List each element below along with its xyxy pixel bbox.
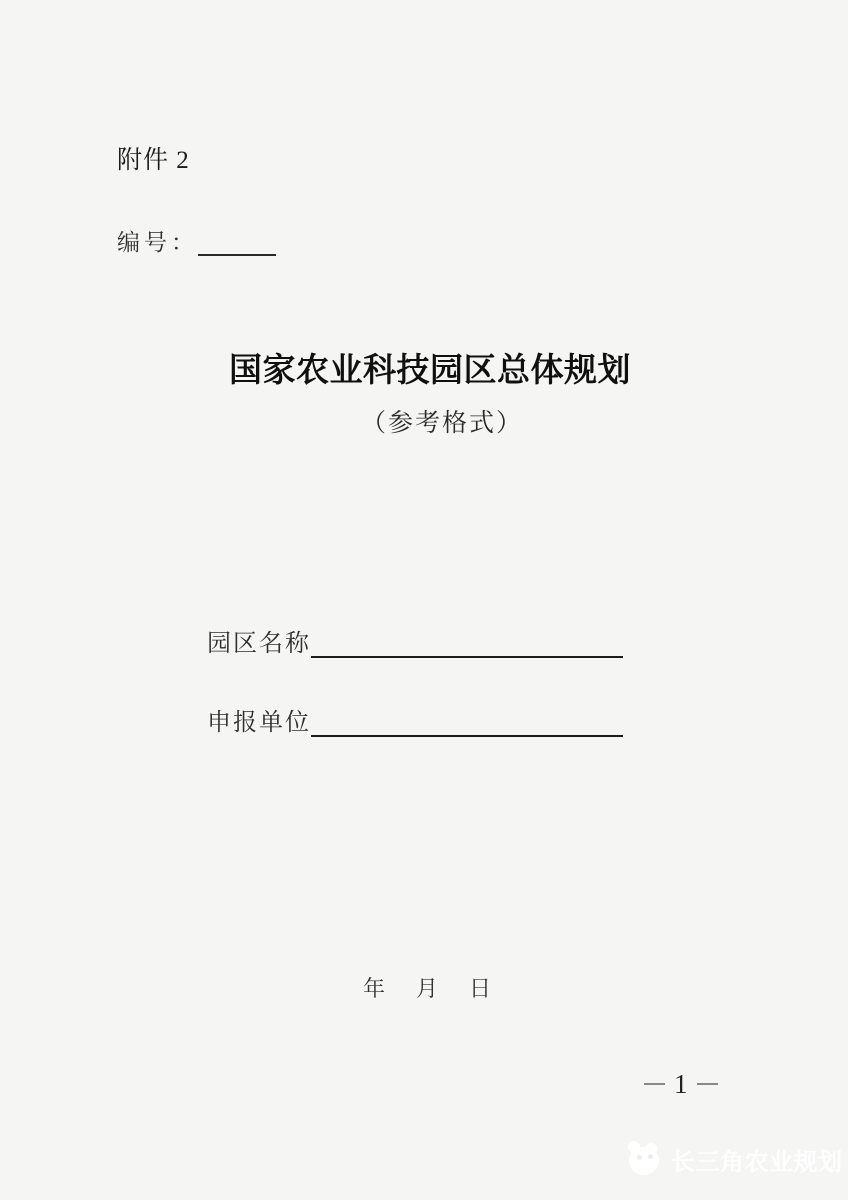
field-park-name-underline	[311, 630, 623, 658]
date-day-label: 日	[468, 976, 491, 1001]
document-subtitle: （参考格式）	[360, 410, 523, 437]
number-row	[117, 229, 276, 256]
page-number-value: 1	[674, 1069, 688, 1099]
field-park-name-label: 园区名称	[207, 631, 311, 657]
number-label: 编号：	[117, 230, 198, 255]
field-applicant-unit	[207, 709, 623, 737]
field-park-name	[207, 630, 623, 658]
date-line	[363, 972, 491, 1003]
date-year-label: 年	[363, 976, 386, 1001]
watermark-text: 长三角农业规划	[671, 1148, 843, 1176]
field-applicant-unit-underline	[311, 709, 623, 737]
watermark	[626, 1140, 843, 1178]
number-underline	[198, 229, 276, 256]
date-month-label: 月	[415, 976, 438, 1001]
page-number-dash-left	[644, 1083, 665, 1085]
mascot-logo-icon	[626, 1141, 663, 1177]
attachment-label: 附件 2	[117, 147, 190, 174]
page-number	[644, 1070, 718, 1098]
field-applicant-unit-label: 申报单位	[207, 710, 311, 736]
page-number-dash-right	[697, 1083, 718, 1085]
document-title: 国家农业科技园区总体规划	[229, 351, 631, 388]
